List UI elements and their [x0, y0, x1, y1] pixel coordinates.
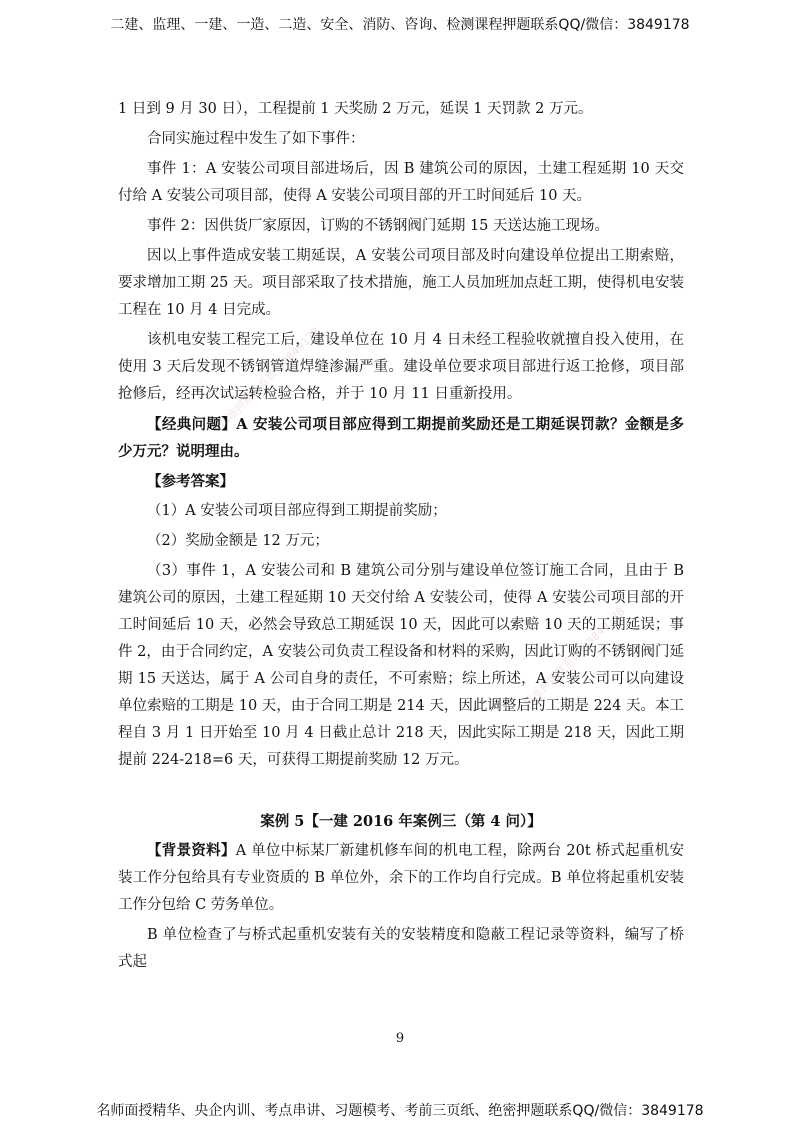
paragraph: 因以上事件造成安装工期延误，A 安装公司项目部及时向建设单位提出工期索赔，要求增加工期 25 天。项目部采取了技术措施，施工人员加班加点赶工期，使得机电安装工程在 10 月 4 日完成。 [118, 248, 684, 318]
paragraph: B 单位检查了与桥式起重机安装有关的安装精度和隐蔽工程记录等资料，编写了桥式起 [118, 927, 684, 970]
page-footer: 名师面授精华、央企内训、考点串讲、习题模考、考前三页纸、绝密押题联系QQ/微信：3849178 [96, 1103, 704, 1119]
page-header: 二建、监理、一建、一造、二造、安全、消防、咨询、检测课程押题联系QQ/微信：3849178 [110, 17, 690, 33]
background-label: 【背景资料】 [147, 842, 236, 859]
background-text: A 单位中标某厂新建机修车间的机电工程，除两台 20t 桥式起重机安装工作分包给具有专业资质的 B 单位外，余下的工作均自行完成。B 单位将起重机安装工作分包给 C 劳务单位。 [118, 843, 684, 913]
paragraph: 合同实施过程中发生了如下事件： [147, 131, 365, 147]
answer-item: （1）A 安装公司项目部应得到工期提前奖励； [147, 503, 447, 519]
answer-heading: 【参考答案】 [147, 473, 234, 490]
document-body [118, 96, 684, 976]
event-1-paragraph: 事件 1：A 安装公司项目部进场后，因 B 建筑公司的原因，土建工程延期 10 天交付给 A 安装公司项目部，使得 A 安装公司项目部的开工时间延后 10 天。 [118, 161, 684, 204]
classic-question: 【经典问题】A 安装公司项目部应得到工期提前奖励还是工期延误罚款？金额是多少万元？说明理由。 [118, 416, 684, 460]
watermark: 精准押题联系微信3849178 [216, 324, 323, 431]
case-title: 案例 5【一建 2016 年案例三（第 4 问）】 [260, 813, 542, 830]
watermark: 精准押题联系微信3849178 [521, 604, 628, 711]
answer-item: （2）奖励金额是 12 万元； [147, 533, 329, 549]
paragraph: 该机电安装工程完工后，建设单位在 10 月 4 日未经工程验收就擅自投入使用，在使用 3 天后发现不锈钢管道焊缝渗漏严重。建设单位要求项目部进行返工抢修，项目部抢修后，经再次试运转检验合格，并于 10 月 11 日重新投用。 [118, 332, 684, 402]
event-2-paragraph: 事件 2：因供货厂家原因，订购的不锈钢阀门延期 15 天送达施工现场。 [147, 218, 610, 234]
paragraph: 1 日到 9 月 30 日），工程提前 1 天奖励 2 万元，延误 1 天罚款 2 万元。 [118, 101, 593, 117]
background-paragraph [118, 837, 684, 919]
answer-item: （3）事件 1，A 安装公司和 B 建筑公司分别与建设单位签订施工合同，且由于 B 建筑公司的原因，土建工程延期 10 天交付给 A 安装公司，使得 A 安装公司项目部的开工时间延后 10 天，必然会导致总工期延误 10 天，因此可以索赔 10 天的工期延误；事件 2，由于合同约定，A 安装公司负责工程设备和材料的采购，因此订购的不锈钢阀门延期 15 天送达，属于 A 公司自身的责任，不可索赔；综上所述，A 安装公司可以向建设单位索赔的工期是 10 天，由于合同工期是 214 天，因此调整后的工期是 224 天。本工程自 3 月 1 日开始至 10 月 4 日截止总计 218 天，因此实际工期是 218 天，因此工期提前 224-218=6 天，可获得工期提前奖励 12 万元。 [118, 563, 684, 768]
page-number: 9 [395, 1031, 405, 1046]
